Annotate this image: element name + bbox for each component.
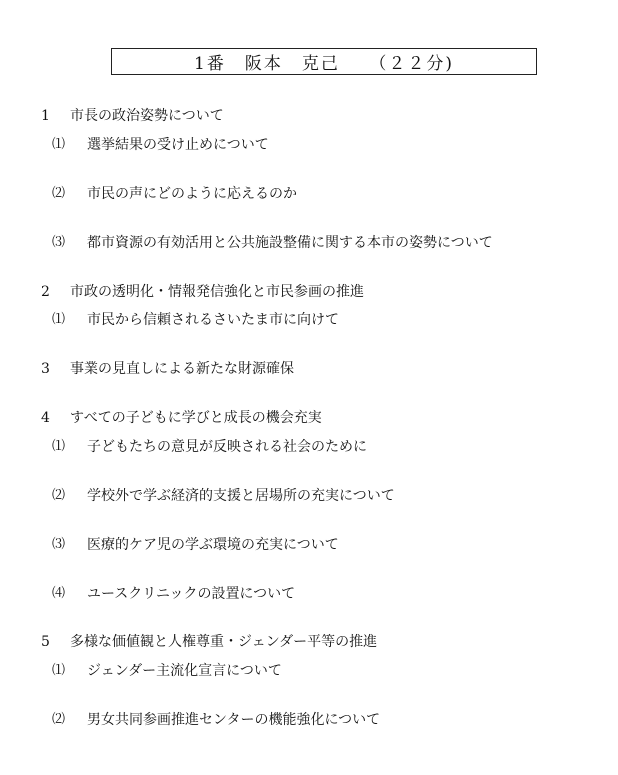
item-text: ユースクリニックの設置について	[87, 586, 296, 602]
item-number: ⑵	[52, 186, 66, 201]
section-heading: 市長の政治姿勢について	[70, 108, 224, 124]
item-number: ⑴	[52, 312, 66, 327]
item-number: ⑶	[52, 537, 66, 552]
item-text: 都市資源の有効活用と公共施設整備に関する本市の姿勢について	[87, 235, 493, 251]
item-number: ⑴	[52, 137, 66, 152]
item-text: 男女共同参画推進センターの機能強化について	[87, 712, 381, 728]
section-number: 5	[41, 634, 50, 650]
item-number: ⑴	[52, 663, 66, 678]
section-heading: 事業の見直しによる新たな財源確保	[70, 361, 294, 377]
item-text: 選挙結果の受け止めについて	[87, 137, 269, 153]
section-number: 4	[41, 410, 50, 426]
item-text: 市民から信頼されるさいたま市に向けて	[87, 312, 339, 328]
section-number: 3	[41, 361, 50, 377]
section-heading: すべての子どもに学びと成長の機会充実	[70, 410, 322, 426]
item-text: 市民の声にどのように応えるのか	[87, 186, 297, 202]
item-number: ⑵	[52, 488, 66, 503]
item-number: ⑷	[52, 586, 66, 601]
section-heading: 多様な価値観と人権尊重・ジェンダー平等の推進	[70, 634, 378, 650]
item-text: 子どもたちの意見が反映される社会のために	[87, 439, 367, 455]
question-title: 1番 阪本 克己 （２２分)	[111, 48, 537, 75]
item-number: ⑵	[52, 712, 66, 727]
item-number: ⑴	[52, 439, 66, 454]
item-text: 学校外で学ぶ経済的支援と居場所の充実について	[87, 488, 395, 504]
item-text: ジェンダー主流化宣言について	[87, 663, 282, 679]
item-number: ⑶	[52, 235, 66, 250]
section-heading: 市政の透明化・情報発信強化と市民参画の推進	[70, 284, 364, 300]
section-number: 2	[41, 284, 50, 300]
section-number: 1	[41, 108, 50, 124]
item-text: 医療的ケア児の学ぶ環境の充実について	[87, 537, 339, 553]
